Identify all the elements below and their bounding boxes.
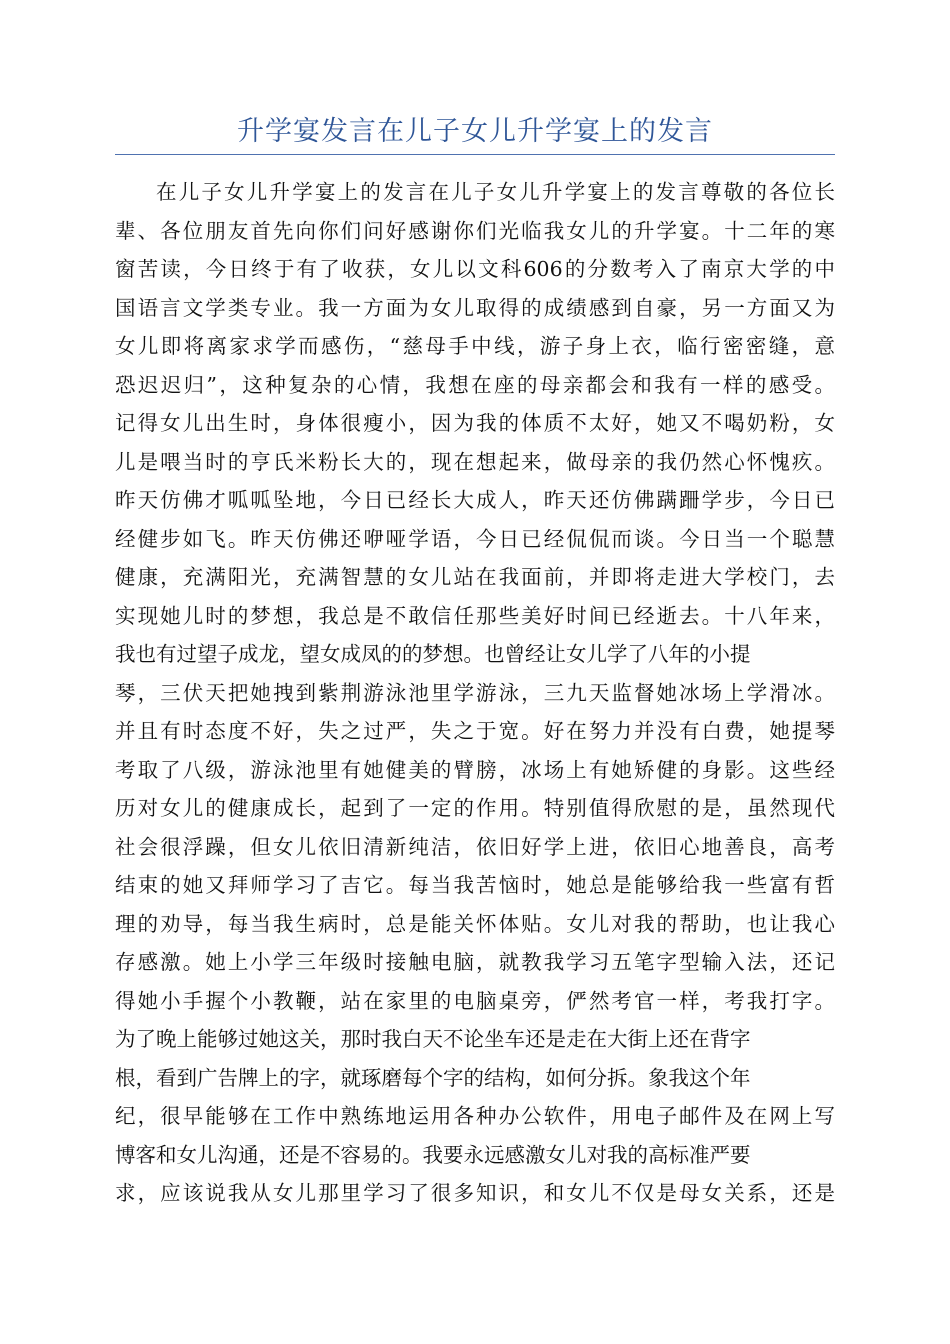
text-line: 女儿即将离家求学而感伤，“慈母手中线，游子身上衣，临行密密缝，意 [115,334,835,358]
text-line: 历对女儿的健康成长，起到了一定的作用。特别值得欣慰的是，虽然现代 [115,796,835,820]
text-line: 求，应该说我从女儿那里学习了很多知识，和女儿不仅是母女关系，还是 [115,1181,835,1205]
text-line: 考取了八级，游泳池里有她健美的臂膀，冰场上有她矫健的身影。这些经 [115,757,835,782]
text-line: 琴，三伏天把她拽到紫荆游泳池里学游泳，三九天监督她冰场上学滑冰。 [115,680,835,705]
title-underline [115,154,835,155]
text-line: 理的劝导，每当我生病时，总是能关怀体贴。女儿对我的帮助，也让我心 [115,911,835,936]
text-line: 健康，充满阳光，充满智慧的女儿站在我面前，并即将走进大学校门，去 [115,565,835,589]
text-line: 实现她儿时的梦想，我总是不敢信任那些美好时间已经逝去。十八年来， [115,603,835,628]
text-line: 儿是喂当时的亨氏米粉长大的，现在想起来，做母亲的我仍然心怀愧疚。 [115,449,835,474]
text-line: 得她小手握个小教鞭，站在家里的电脑桌旁，俨然考官一样，考我打字。 [115,988,835,1013]
page-title: 升学宴发言在儿子女儿升学宴上的发言 [237,116,713,147]
text-line: 经健步如飞。昨天仿佛还咿哑学语，今日已经侃侃而谈。今日当一个聪慧 [115,526,835,551]
text-line: 昨天仿佛才呱呱坠地，今日已经长大成人，昨天还仿佛蹒跚学步，今日已 [115,488,835,512]
text-line: 社会很浮躁，但女儿依旧清新纯洁，依旧好学上进，依旧心地善良，高考 [115,834,835,859]
body-paragraph [115,173,835,1213]
text-line: 恐迟迟归”，这种复杂的心情，我想在座的母亲都会和我有一样的感受。 [115,372,835,397]
text-line: 并且有时态度不好，失之过严，失之于宽。好在努力并没有白费，她提琴 [115,719,835,743]
text-line: 博客和女儿沟通，还是不容易的。我要永远感激女儿对我的高标准严要 [115,1142,751,1167]
text-line: 辈、各位朋友首先向你们问好感谢你们光临我女儿的升学宴。十二年的寒 [115,218,835,243]
text-line: 我也有过望子成龙，望女成凤的的梦想。也曾经让女儿学了八年的小提 [115,642,751,666]
text-line: 为了晚上能够过她这关，那时我白天不论坐车还是走在大街上还在背字 [115,1027,751,1051]
text-line: 在儿子女儿升学宴上的发言在儿子女儿升学宴上的发言尊敬的各位长 [156,180,835,204]
text-line: 窗苦读，今日终于有了收获，女儿以文科606的分数考入了南京大学的中 [115,257,835,281]
text-line: 纪，很早能够在工作中熟练地运用各种办公软件，用电子邮件及在网上写 [115,1104,835,1128]
text-line: 结束的她又拜师学习了吉它。每当我苦恼时，她总是能够给我一些富有哲 [115,873,835,897]
text-line: 存感激。她上小学三年级时接触电脑，就教我学习五笔字型输入法，还记 [115,950,835,974]
text-line: 国语言文学类专业。我一方面为女儿取得的成绩感到自豪，另一方面又为 [115,295,835,320]
text-line: 记得女儿出生时，身体很瘦小，因为我的体质不太好，她又不喝奶粉，女 [115,411,835,435]
text-line: 根，看到广告牌上的字，就琢磨每个字的结构，如何分拆。象我这个年 [115,1065,751,1090]
